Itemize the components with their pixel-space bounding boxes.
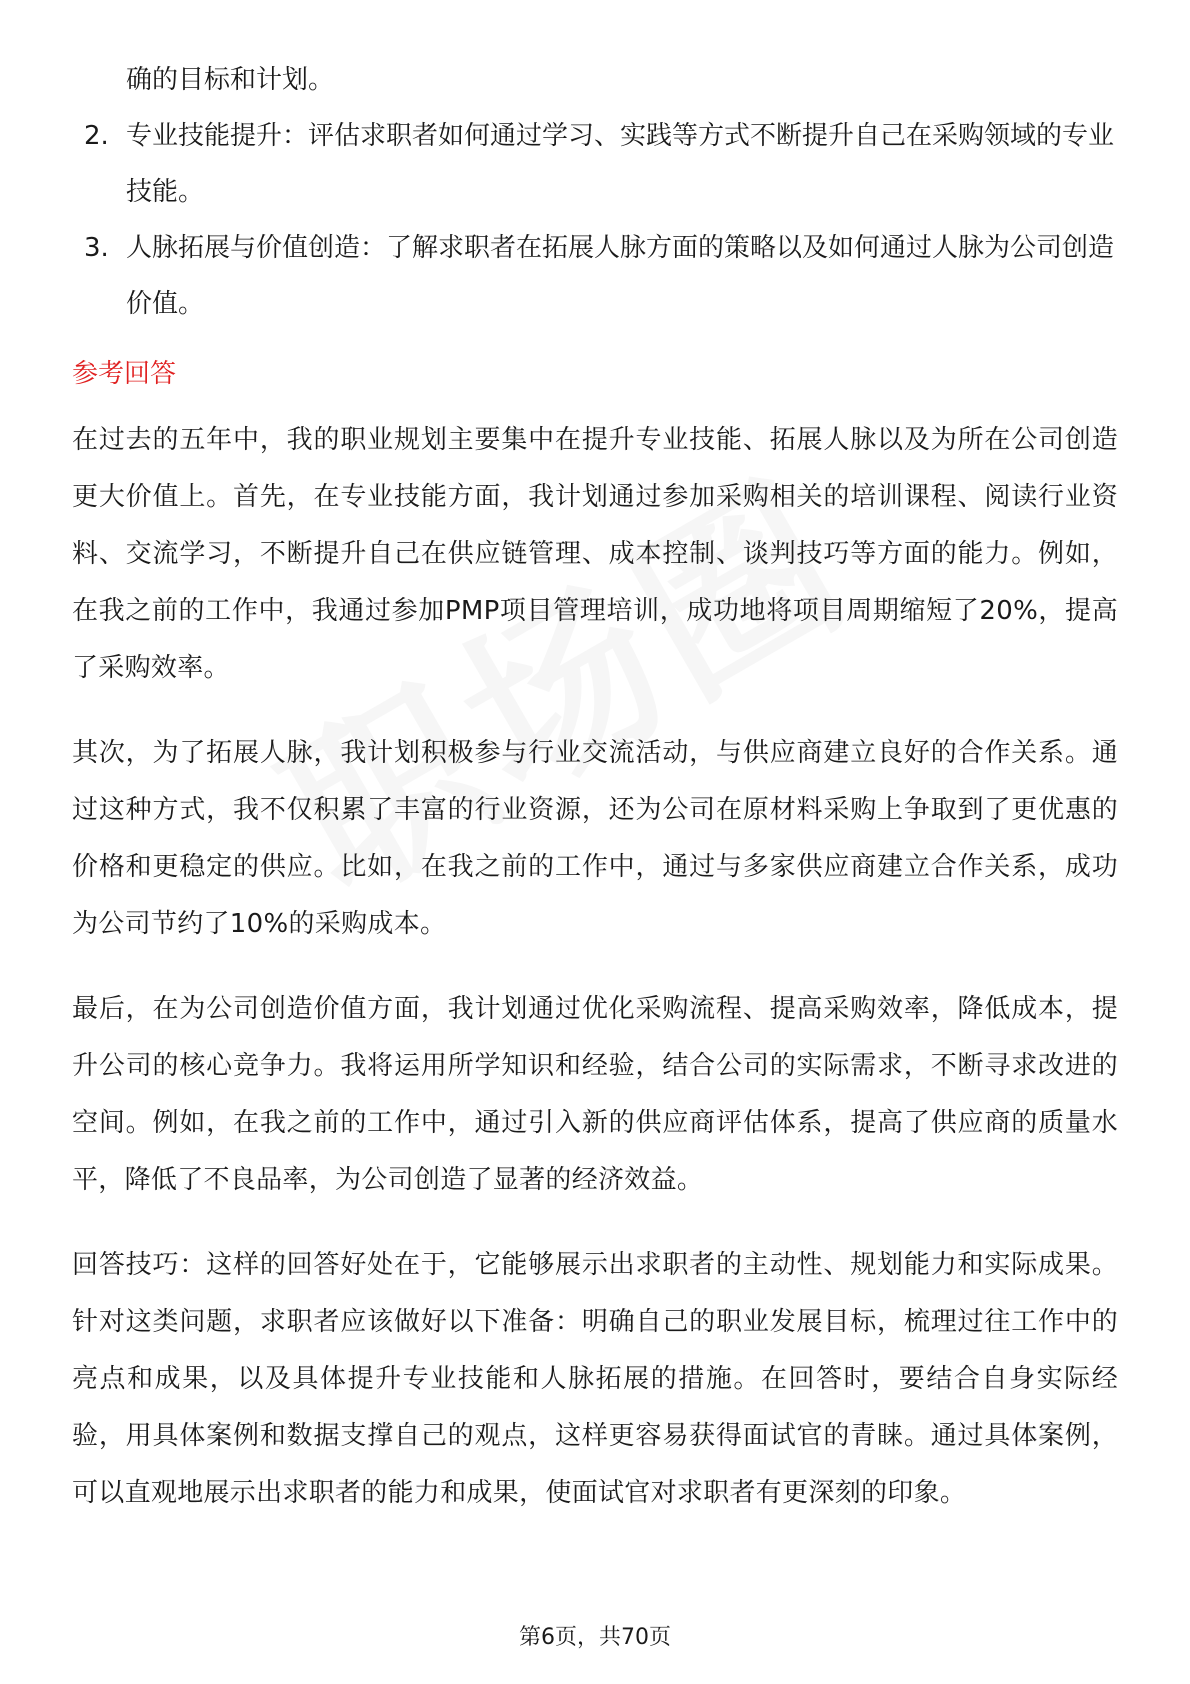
list-item — [72, 52, 1118, 108]
list-item-text: 人脉拓展与价值创造：了解求职者在拓展人脉方面的策略以及如何通过人脉为公司创造价值。 — [126, 233, 1115, 319]
page-footer: 第6页，共70页 — [519, 1625, 671, 1650]
section-title: 参考回答 — [72, 359, 177, 389]
answer-paragraph: 在过去的五年中，我的职业规划主要集中在提升专业技能、拓展人脉以及为所在公司创造更大价值上。首先，在专业技能方面，我计划通过参加采购相关的培训课程、阅读行业资料、交流学习，不断提升自己在供应链管理、成本控制、谈判技巧等方面的能力。例如，在我之前的工作中，我通过参加PMP项目管理培训，成功地将项目周期缩短了20%，提高了采购效率。 — [72, 425, 1118, 683]
list-item-text: 专业技能提升：评估求职者如何通过学习、实践等方式不断提升自己在采购领域的专业技能。 — [126, 121, 1115, 207]
page-content — [72, 52, 1118, 1550]
list-item — [72, 220, 1118, 332]
list-item-text: 确的目标和计划。 — [126, 65, 335, 95]
list-item — [72, 108, 1118, 220]
list-item-number: 2. — [84, 121, 109, 151]
list-item-number: 3. — [84, 233, 109, 263]
answer-paragraph: 最后，在为公司创造价值方面，我计划通过优化采购流程、提高采购效率，降低成本，提升公司的核心竞争力。我将运用所学知识和经验，结合公司的实际需求，不断寻求改进的空间。例如，在我之前的工作中，通过引入新的供应商评估体系，提高了供应商的质量水平，降低了不良品率，为公司创造了显著的经济效益。 — [72, 994, 1118, 1195]
answer-paragraph: 其次，为了拓展人脉，我计划积极参与行业交流活动，与供应商建立良好的合作关系。通过这种方式，我不仅积累了丰富的行业资源，还为公司在原材料采购上争取到了更优惠的价格和更稳定的供应。比如，在我之前的工作中，通过与多家供应商建立合作关系，成功为公司节约了10%的采购成本。 — [72, 738, 1118, 939]
criteria-list — [72, 52, 1118, 332]
tips-paragraph: 回答技巧：这样的回答好处在于，它能够展示出求职者的主动性、规划能力和实际成果。针对这类问题，求职者应该做好以下准备：明确自己的职业发展目标，梳理过往工作中的亮点和成果，以及具体提升专业技能和人脉拓展的措施。在回答时，要结合自身实际经验，用具体案例和数据支撑自己的观点，这样更容易获得面试官的青睐。通过具体案例，可以直观地展示出求职者的能力和成果，使面试官对求职者有更深刻的印象。 — [72, 1250, 1118, 1508]
